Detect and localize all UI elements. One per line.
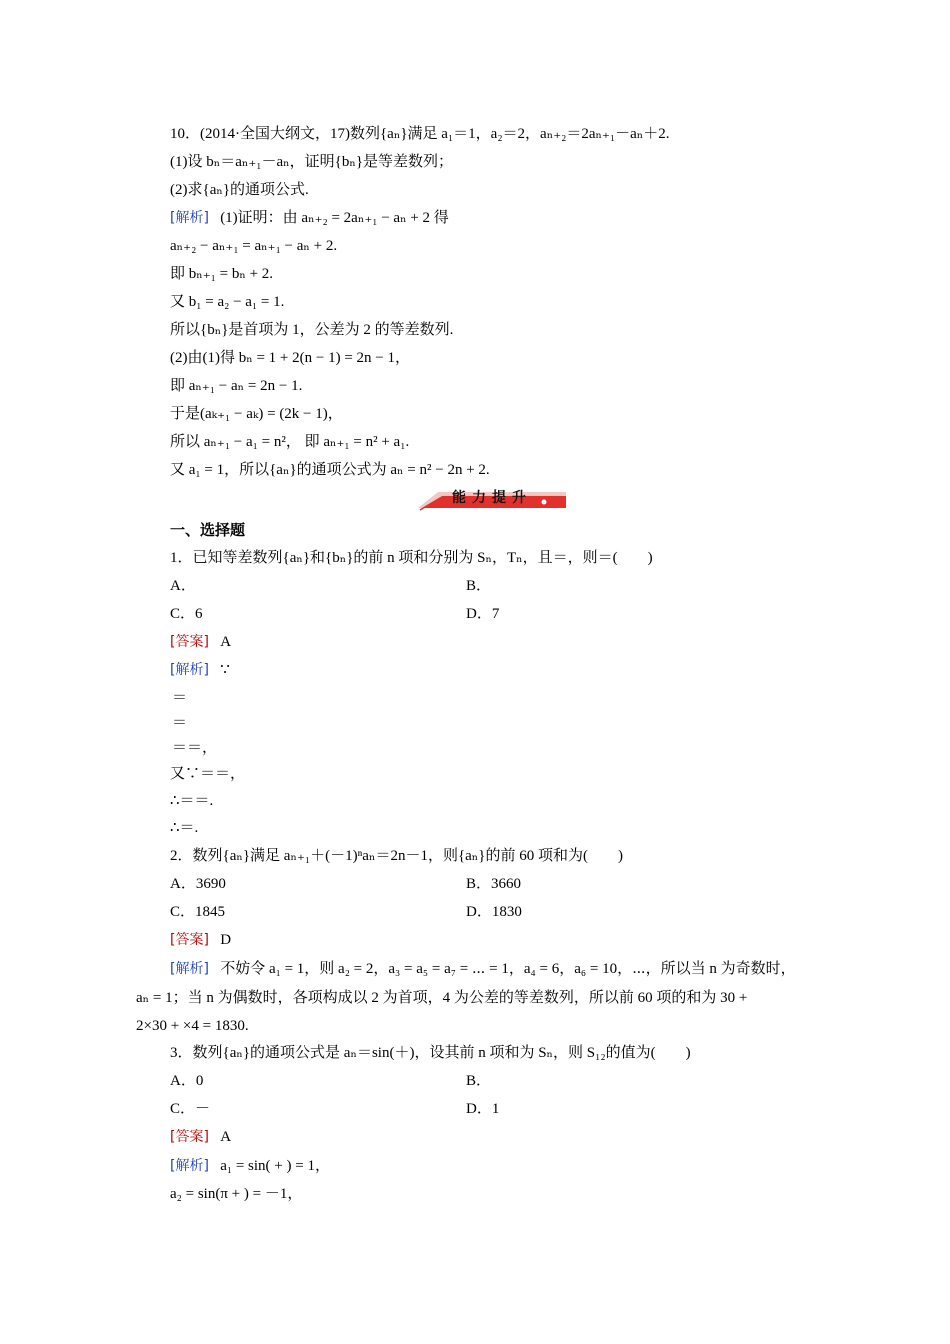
analysis-line: 即 aₙ₊₁ − aₙ = 2n − 1.	[170, 378, 303, 394]
problem10-part1: (1)设 bₙ＝aₙ₊₁－aₙ，证明{bₙ}是等差数列；	[170, 154, 454, 170]
q2-option-b: B．3660	[466, 876, 522, 892]
analysis-line: 所以{bₙ}是首项为 1，公差为 2 的等差数列.	[170, 322, 454, 338]
analysis-line: (2)由(1)得 bₙ = 1 + 2(n − 1) = 2n − 1，	[170, 350, 411, 366]
analysis-line: 2×30 + ×4 = 1830.	[136, 1018, 249, 1034]
q3-option-c: C．－	[170, 1101, 211, 1117]
problem10-part2: (2)求{aₙ}的通项公式.	[170, 182, 309, 198]
analysis-line: 又 b₁ = a₂ − a₁ = 1.	[170, 294, 285, 310]
analysis-tag: [解析]	[170, 210, 209, 226]
q3-analysis	[170, 1156, 330, 1176]
analysis-line: ＝	[172, 715, 188, 731]
analysis-line: 不妨令 a₁ = 1，则 a₂ = 2，a₃ = a₅ = a₇ = ⋯ = 1，a₄ = 6，a₆ = 10，⋯，所以当 n 为奇数时，	[220, 961, 796, 977]
analysis-line: 又 a₁ = 1，所以{aₙ}的通项公式为 aₙ = n² − 2n + 2.	[170, 462, 490, 478]
section-title: 一、选择题	[170, 521, 246, 539]
q2-analysis	[170, 959, 796, 979]
answer-tag: [答案]	[170, 634, 209, 650]
q1-option-a: A．	[170, 578, 196, 594]
q1-stem: 1．已知等差数列{aₙ}和{bₙ}的前 n 项和分别为 Sₙ，Tₙ，且＝，则＝( )	[170, 550, 653, 566]
analysis-line: 所以 aₙ₊₁ − a₁ = n²， 即 aₙ₊₁ = n² + a₁.	[170, 434, 410, 450]
analysis-line: ＝	[172, 690, 188, 706]
problem10-analysis	[170, 208, 449, 228]
q2-option-a: A．3690	[170, 876, 226, 892]
problem10-stem: 10．(2014·全国大纲文，17)数列{aₙ}满足 a₁＝1，a₂＝2，aₙ₊₂＝2aₙ₊₁－aₙ＋2.	[170, 126, 670, 142]
q3-option-d: D．1	[466, 1101, 500, 1117]
q2-stem: 2．数列{aₙ}满足 aₙ₊₁＋(－1)ⁿaₙ＝2n－1，则{aₙ}的前 60 项和为( )	[170, 848, 623, 864]
analysis-line: ∵	[220, 662, 230, 678]
analysis-line: 于是(aₖ₊₁ − aₖ) = (2k − 1)，	[170, 406, 343, 422]
q1-analysis	[170, 660, 230, 680]
q2-answer	[170, 930, 231, 950]
analysis-line: (1)证明：由 aₙ₊₂ = 2aₙ₊₁ − aₙ + 2 得	[220, 210, 449, 226]
analysis-line: aₙ₊₂ − aₙ₊₁ = aₙ₊₁ − aₙ + 2.	[170, 238, 338, 254]
q3-option-a: A．0	[170, 1073, 204, 1089]
q3-answer	[170, 1127, 231, 1147]
q1-option-c: C．6	[170, 606, 203, 622]
q1-option-b: B．	[466, 578, 492, 594]
q3-option-b: B．	[466, 1073, 492, 1089]
analysis-tag: [解析]	[170, 1158, 209, 1174]
analysis-line: ∴＝＝.	[170, 793, 214, 809]
section-banner	[416, 486, 568, 512]
q3-stem: 3．数列{aₙ}的通项公式是 aₙ＝sin(＋)，设其前 n 项和为 Sₙ，则 S₁₂的值为( )	[170, 1045, 691, 1061]
answer-tag: [答案]	[170, 1129, 209, 1145]
analysis-line: ∴＝.	[170, 820, 199, 836]
analysis-line: ＝＝，	[172, 740, 218, 756]
analysis-line: 又∵＝＝，	[170, 766, 246, 782]
answer-value: D	[220, 932, 232, 948]
analysis-line: a₁ = sin( + ) = 1，	[220, 1158, 330, 1174]
analysis-line: a₂ = sin(π + ) = －1，	[170, 1186, 303, 1202]
q1-option-d: D．7	[466, 606, 500, 622]
answer-tag: [答案]	[170, 932, 209, 948]
analysis-tag: [解析]	[170, 961, 209, 977]
analysis-tag: [解析]	[170, 662, 209, 678]
answer-value: A	[220, 1129, 232, 1145]
answer-value: A	[220, 634, 232, 650]
q2-option-c: C．1845	[170, 904, 226, 920]
analysis-line: 即 bₙ₊₁ = bₙ + 2.	[170, 266, 274, 282]
q1-answer	[170, 632, 231, 652]
banner-title: 能力提升	[452, 490, 532, 506]
analysis-line: aₙ = 1；当 n 为偶数时，各项构成以 2 为首项，4 为公差的等差数列，所以前 60 项的和为 30 +	[136, 990, 748, 1006]
q2-option-d: D．1830	[466, 904, 522, 920]
